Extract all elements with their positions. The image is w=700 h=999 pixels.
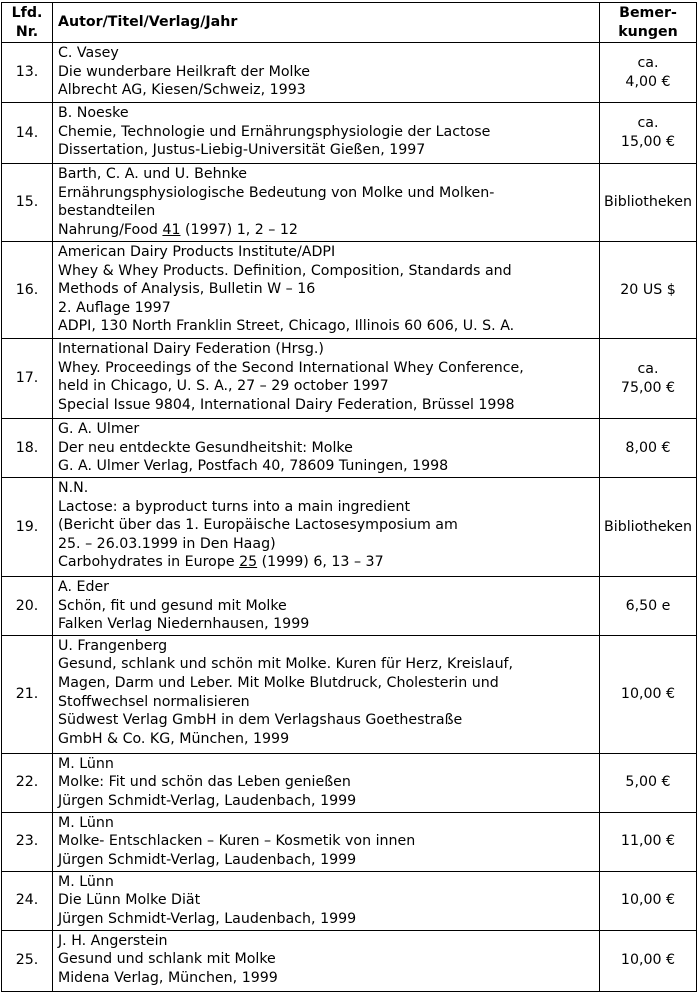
entry-line: A. Eder bbox=[58, 579, 110, 595]
entry-line: Molke: Fit und schön das Leben genießen bbox=[58, 774, 351, 791]
remark-price: 75,00 € bbox=[620, 379, 676, 396]
entry-remark: 10,00 € bbox=[600, 930, 697, 991]
entry-line: M. Lünn bbox=[58, 755, 114, 772]
entry-line: Barth, C. A. und U. Behnke bbox=[58, 166, 248, 182]
entry-line: International Dairy Federation (Hrsg.) bbox=[58, 341, 324, 357]
header-nr bbox=[2, 3, 53, 43]
row-number: 14. bbox=[2, 103, 53, 164]
entry-line: M. Lünn bbox=[58, 814, 114, 831]
entry-details bbox=[53, 478, 600, 577]
entry-details bbox=[53, 812, 600, 871]
entry-line: Methods of Analysis, Bulletin W – 16 bbox=[58, 281, 316, 298]
entry-line: M. Lünn bbox=[58, 873, 114, 890]
entry-remark: Bibliotheken bbox=[600, 164, 697, 242]
entry-line: Südwest Verlag GmbH in dem Verlagshaus Goethestraße bbox=[58, 712, 463, 729]
entry-details bbox=[53, 419, 600, 478]
entry-remark: 8,00 € bbox=[600, 419, 697, 478]
row-number: 19. bbox=[2, 478, 53, 577]
entry-details bbox=[53, 103, 600, 164]
entry-line: Schön, fit und gesund mit Molke bbox=[58, 597, 287, 614]
header-remark-line-1: Bemer- bbox=[619, 4, 677, 21]
entry-line: Magen, Darm und Leber. Mit Molke Blutdruck, Cholesterin und bbox=[58, 674, 499, 691]
table-row bbox=[2, 577, 697, 636]
entry-remark: Bibliotheken bbox=[600, 478, 697, 577]
table-row bbox=[2, 103, 697, 164]
entry-remark bbox=[600, 103, 697, 164]
header-nr-line-2: Nr. bbox=[15, 23, 39, 40]
entry-line: Whey & Whey Products. Definition, Composition, Standards and bbox=[58, 262, 512, 279]
entry-line: Falken Verlag Niedernhausen, 1999 bbox=[58, 616, 310, 633]
table-row bbox=[2, 930, 697, 991]
table-body bbox=[2, 43, 697, 992]
table-row bbox=[2, 478, 697, 577]
row-number: 20. bbox=[2, 577, 53, 636]
row-number: 16. bbox=[2, 242, 53, 339]
entry-line: Stoffwechsel normalisieren bbox=[58, 693, 250, 710]
entry-line: Die Lünn Molke Diät bbox=[58, 892, 201, 909]
entry-line: American Dairy Products Institute/ADPI bbox=[58, 244, 336, 260]
table-row bbox=[2, 339, 697, 419]
entry-line: Jürgen Schmidt-Verlag, Laudenbach, 1999 bbox=[58, 792, 357, 809]
remark-prefix: ca. bbox=[637, 54, 659, 71]
entry-line: Ernährungsphysiologische Bedeutung von Molke und Molken- bbox=[58, 184, 495, 201]
entry-line: B. Noeske bbox=[58, 105, 129, 121]
remark-price: 4,00 € bbox=[625, 73, 671, 90]
entry-details bbox=[53, 753, 600, 812]
row-number: 22. bbox=[2, 753, 53, 812]
entry-line: 2. Auflage 1997 bbox=[58, 299, 171, 316]
table-row bbox=[2, 242, 697, 339]
table-row bbox=[2, 812, 697, 871]
entry-remark: 20 US $ bbox=[600, 242, 697, 339]
entry-line: Whey. Proceedings of the Second International Whey Conference, bbox=[58, 359, 524, 376]
entry-line: ADPI, 130 North Franklin Street, Chicago, Illinois 60 606, U. S. A. bbox=[58, 318, 515, 335]
entry-line: Midena Verlag, München, 1999 bbox=[58, 969, 278, 986]
entry-line: Albrecht AG, Kiesen/Schweiz, 1993 bbox=[58, 82, 306, 99]
entry-line: bestandteilen bbox=[58, 203, 156, 220]
entry-line: Der neu entdeckte Gesundheitshit: Molke bbox=[58, 439, 353, 456]
entry-line: Dissertation, Justus-Liebig-Universität Gießen, 1997 bbox=[58, 142, 426, 159]
entry-details bbox=[53, 930, 600, 991]
entry-details bbox=[53, 339, 600, 419]
row-number: 21. bbox=[2, 635, 53, 753]
entry-line: G. A. Ulmer bbox=[58, 421, 140, 437]
entry-details bbox=[53, 635, 600, 753]
entry-line: GmbH & Co. KG, München, 1999 bbox=[58, 730, 290, 747]
entry-line: Jürgen Schmidt-Verlag, Laudenbach, 1999 bbox=[58, 910, 357, 927]
entry-line: Special Issue 9804, International Dairy Federation, Brüssel 1998 bbox=[58, 396, 515, 413]
header-title: Autor/Titel/Verlag/Jahr bbox=[53, 3, 600, 43]
entry-remark: 6,50 e bbox=[600, 577, 697, 636]
entry-line: U. Frangenberg bbox=[58, 637, 168, 654]
row-number: 15. bbox=[2, 164, 53, 242]
header-row bbox=[2, 3, 697, 43]
entry-remark: 10,00 € bbox=[600, 635, 697, 753]
entry-remark bbox=[600, 339, 697, 419]
entry-details bbox=[53, 871, 600, 930]
bibliography-table bbox=[1, 2, 697, 992]
entry-remark: 5,00 € bbox=[600, 753, 697, 812]
table-row bbox=[2, 871, 697, 930]
entry-line: 25. – 26.03.1999 in Den Haag) bbox=[58, 535, 276, 552]
remark-prefix: ca. bbox=[637, 360, 659, 377]
row-number: 24. bbox=[2, 871, 53, 930]
table-row bbox=[2, 753, 697, 812]
remark-price: 15,00 € bbox=[620, 134, 676, 150]
header-nr-line-1: Lfd. bbox=[11, 4, 43, 21]
entry-line: (Bericht über das 1. Europäische Lactosesymposium am bbox=[58, 517, 458, 534]
header-remark-line-2: kungen bbox=[618, 23, 678, 40]
remark-prefix: ca. bbox=[637, 115, 659, 132]
row-number: 23. bbox=[2, 812, 53, 871]
table-row bbox=[2, 419, 697, 478]
entry-line: J. H. Angerstein bbox=[58, 932, 168, 949]
entry-line: Carbohydrates in Europe 25 (1999) 6, 13 – 37 bbox=[58, 554, 384, 571]
entry-line: Molke- Entschlacken – Kuren – Kosmetik von innen bbox=[58, 833, 416, 850]
table-row bbox=[2, 164, 697, 242]
entry-line: Gesund, schlank und schön mit Molke. Kuren für Herz, Kreislauf, bbox=[58, 656, 514, 673]
entry-details bbox=[53, 164, 600, 242]
entry-details bbox=[53, 43, 600, 103]
entry-line: Lactose: a byproduct turns into a main ingredient bbox=[58, 498, 411, 515]
entry-line: G. A. Ulmer Verlag, Postfach 40, 78609 Tuningen, 1998 bbox=[58, 458, 449, 475]
entry-line: held in Chicago, U. S. A., 27 – 29 october 1997 bbox=[58, 378, 389, 395]
entry-remark: 10,00 € bbox=[600, 871, 697, 930]
table-row bbox=[2, 635, 697, 753]
row-number: 13. bbox=[2, 43, 53, 103]
entry-line: C. Vasey bbox=[58, 45, 119, 61]
entry-details bbox=[53, 577, 600, 636]
entry-line: Gesund und schlank mit Molke bbox=[58, 951, 276, 968]
header-remark bbox=[600, 3, 697, 43]
entry-remark bbox=[600, 43, 697, 103]
entry-remark: 11,00 € bbox=[600, 812, 697, 871]
table-row bbox=[2, 43, 697, 103]
entry-line: Nahrung/Food 41 (1997) 1, 2 – 12 bbox=[58, 221, 298, 238]
entry-line: Jürgen Schmidt-Verlag, Laudenbach, 1999 bbox=[58, 851, 357, 868]
entry-details bbox=[53, 242, 600, 339]
row-number: 25. bbox=[2, 930, 53, 991]
row-number: 17. bbox=[2, 339, 53, 419]
row-number: 18. bbox=[2, 419, 53, 478]
entry-line: Chemie, Technologie und Ernährungsphysiologie der Lactose bbox=[58, 123, 491, 140]
entry-line: Die wunderbare Heilkraft der Molke bbox=[58, 63, 310, 80]
entry-line: N.N. bbox=[58, 480, 89, 496]
